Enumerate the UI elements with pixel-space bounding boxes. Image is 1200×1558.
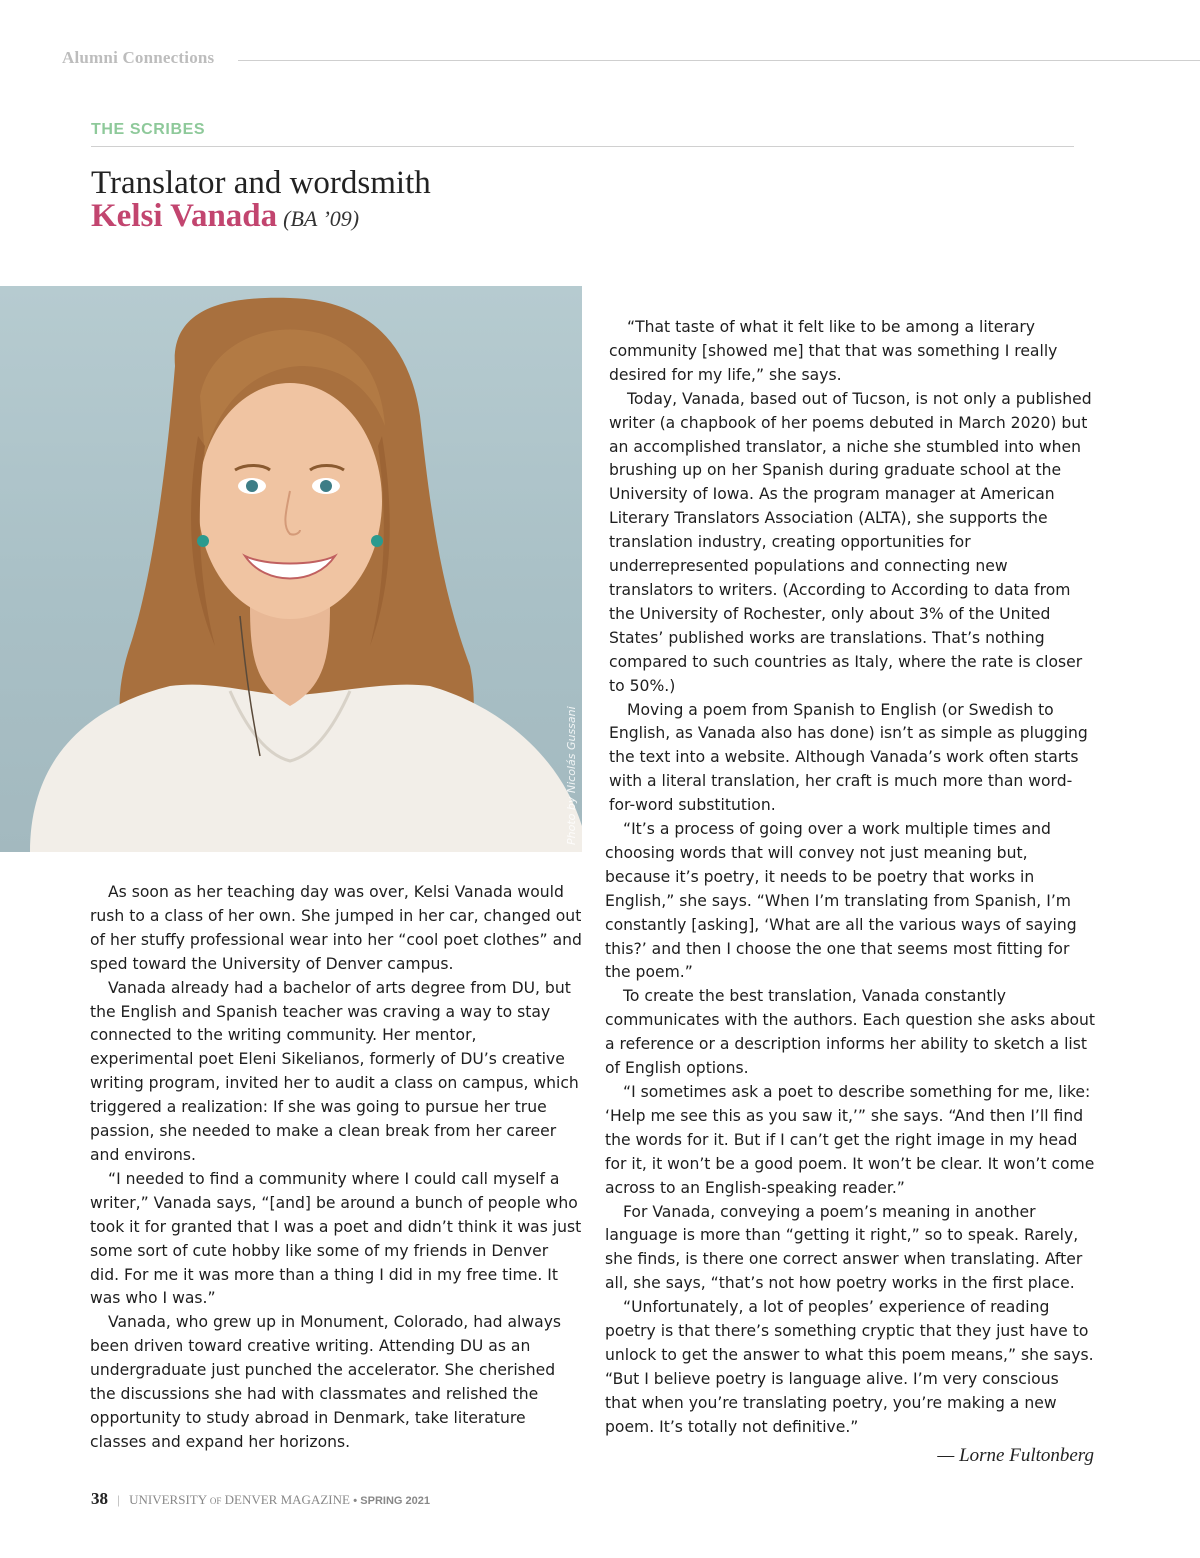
photo-credit: Photo by Nicolás Gussani xyxy=(565,706,578,845)
paragraph: Vanada, who grew up in Monument, Colorado, had always been driven toward creative writing. Attending DU as an undergraduate just punched the accelerator. She cherished the discussions she had with classmates and relished the opportunity to study abroad in Denmark, take literature classes and expand her horizons. xyxy=(90,1313,562,1451)
article-column-right-bottom xyxy=(605,818,1095,1440)
subject-name: Kelsi Vanada xyxy=(91,198,278,234)
subject-degree: (BA ’09) xyxy=(283,206,360,231)
section-rule xyxy=(91,146,1074,147)
article-name-line xyxy=(91,196,359,242)
page-number: 38 xyxy=(91,1489,108,1508)
page-footer xyxy=(91,1489,430,1509)
issue-date: SPRING 2021 xyxy=(360,1495,430,1507)
paragraph: “That taste of what it felt like to be among a literary community [showed me] that that was something I really desired for my life,” she says. xyxy=(609,318,1058,384)
paragraph: As soon as her teaching day was over, Kelsi Vanada would rush to a class of her own. She jumped in her car, changed out of her stuffy professional wear into her “cool poet clothes” and sped toward the University of Denver campus. xyxy=(90,883,582,973)
publication-name-part: DENVER MAGAZINE xyxy=(224,1492,350,1507)
section-label: THE SCRIBES xyxy=(91,121,206,138)
paragraph: “I needed to find a community where I could call myself a writer,” Vanada says, “[and] be around a bunch of people who took it for granted that I was a poet and didn’t think it was just some sort of cute hobby like some of my friends in Denver did. For me it was more than a thing I did in my free time. It was who I was.” xyxy=(90,1169,582,1308)
paragraph: “It’s a process of going over a work multiple times and choosing words that will convey not just meaning but, because it’s poetry, it needs to be poetry that works in English,” she says. “When I’m translating from Spanish, I’m constantly [asking], ‘What are all the various ways of saying this?’ and then I choose the one that seems most fitting for the poem.” xyxy=(605,820,1077,982)
author-byline: — Lorne Fultonberg xyxy=(937,1445,1094,1466)
publication-name-part: UNIVERSITY xyxy=(129,1492,207,1507)
paragraph: Today, Vanada, based out of Tucson, is not only a published writer (a chapbook of her poems debuted in March 2020) but an accomplished translator, a niche she stumbled into when brushing up on her Spanish during graduate school at the University of Iowa. As the program manager at American Literary Translators Association (ALTA), she supports the translation industry, creating opportunities for underrepresented populations and connecting new translators to writers. (According to According to data from the University of Rochester, only about 3% of the United States’ published works are translations. That’s nothing compared to such countries as Italy, where the rate is closer to 50%.) xyxy=(609,389,1092,695)
paragraph: “I sometimes ask a poet to describe something for me, like: ‘Help me see this as you saw it,’” she says. “And then I’ll find the words for it. But if I can’t get the right image in my head for it, it won’t be a good poem. It won’t be clear. It won’t come across to an English-speaking reader.” xyxy=(605,1082,1095,1197)
paragraph: Vanada already had a bachelor of arts degree from DU, but the English and Spanish teacher was craving a way to stay connected to the writing community. Her mentor, experimental poet Eleni Sikelianos, formerly of DU’s creative writing program, invited her to audit a class on campus, which triggered a realization: If she was going to pursue her true passion, she needed to make a clean break from her career and environs. xyxy=(90,978,579,1164)
publication-name-part: OF xyxy=(209,1496,222,1506)
portrait-illustration xyxy=(0,286,582,852)
running-head-rule xyxy=(238,60,1200,61)
article-headline: Translator and wordsmith xyxy=(91,165,431,201)
article-column-right-top xyxy=(609,316,1094,818)
footer-bullet: • xyxy=(353,1495,358,1507)
paragraph: For Vanada, conveying a poem’s meaning in another language is more than “getting it right,” so to speak. Rarely, she finds, is there one correct answer when translating. After all, she says, “that’s not how poetry works in the first place. xyxy=(605,1202,1083,1293)
paragraph: To create the best translation, Vanada constantly communicates with the authors. Each question she asks about a reference or a description informs her ability to sketch a list of English options. xyxy=(605,987,1096,1078)
running-head: Alumni Connections xyxy=(62,48,215,67)
article-column-left xyxy=(90,881,582,1455)
paragraph: “Unfortunately, a lot of peoples’ experience of reading poetry is that there’s something cryptic that they just have to unlock to get the answer to what this poem means,” she says. “But I believe poetry is language alive. I’m very conscious that when you’re translating poetry, you’re making a new poem. It’s totally not definitive.” xyxy=(605,1298,1094,1436)
footer-separator: | xyxy=(117,1492,120,1507)
paragraph: Moving a poem from Spanish to English (or Swedish to English, as Vanada also has done) isn’t as simple as plugging the text into a website. Although Vanada’s work often starts with a literal translation, her craft is much more than word-for-word substitution. xyxy=(609,700,1088,815)
portrait-photo xyxy=(0,286,582,852)
